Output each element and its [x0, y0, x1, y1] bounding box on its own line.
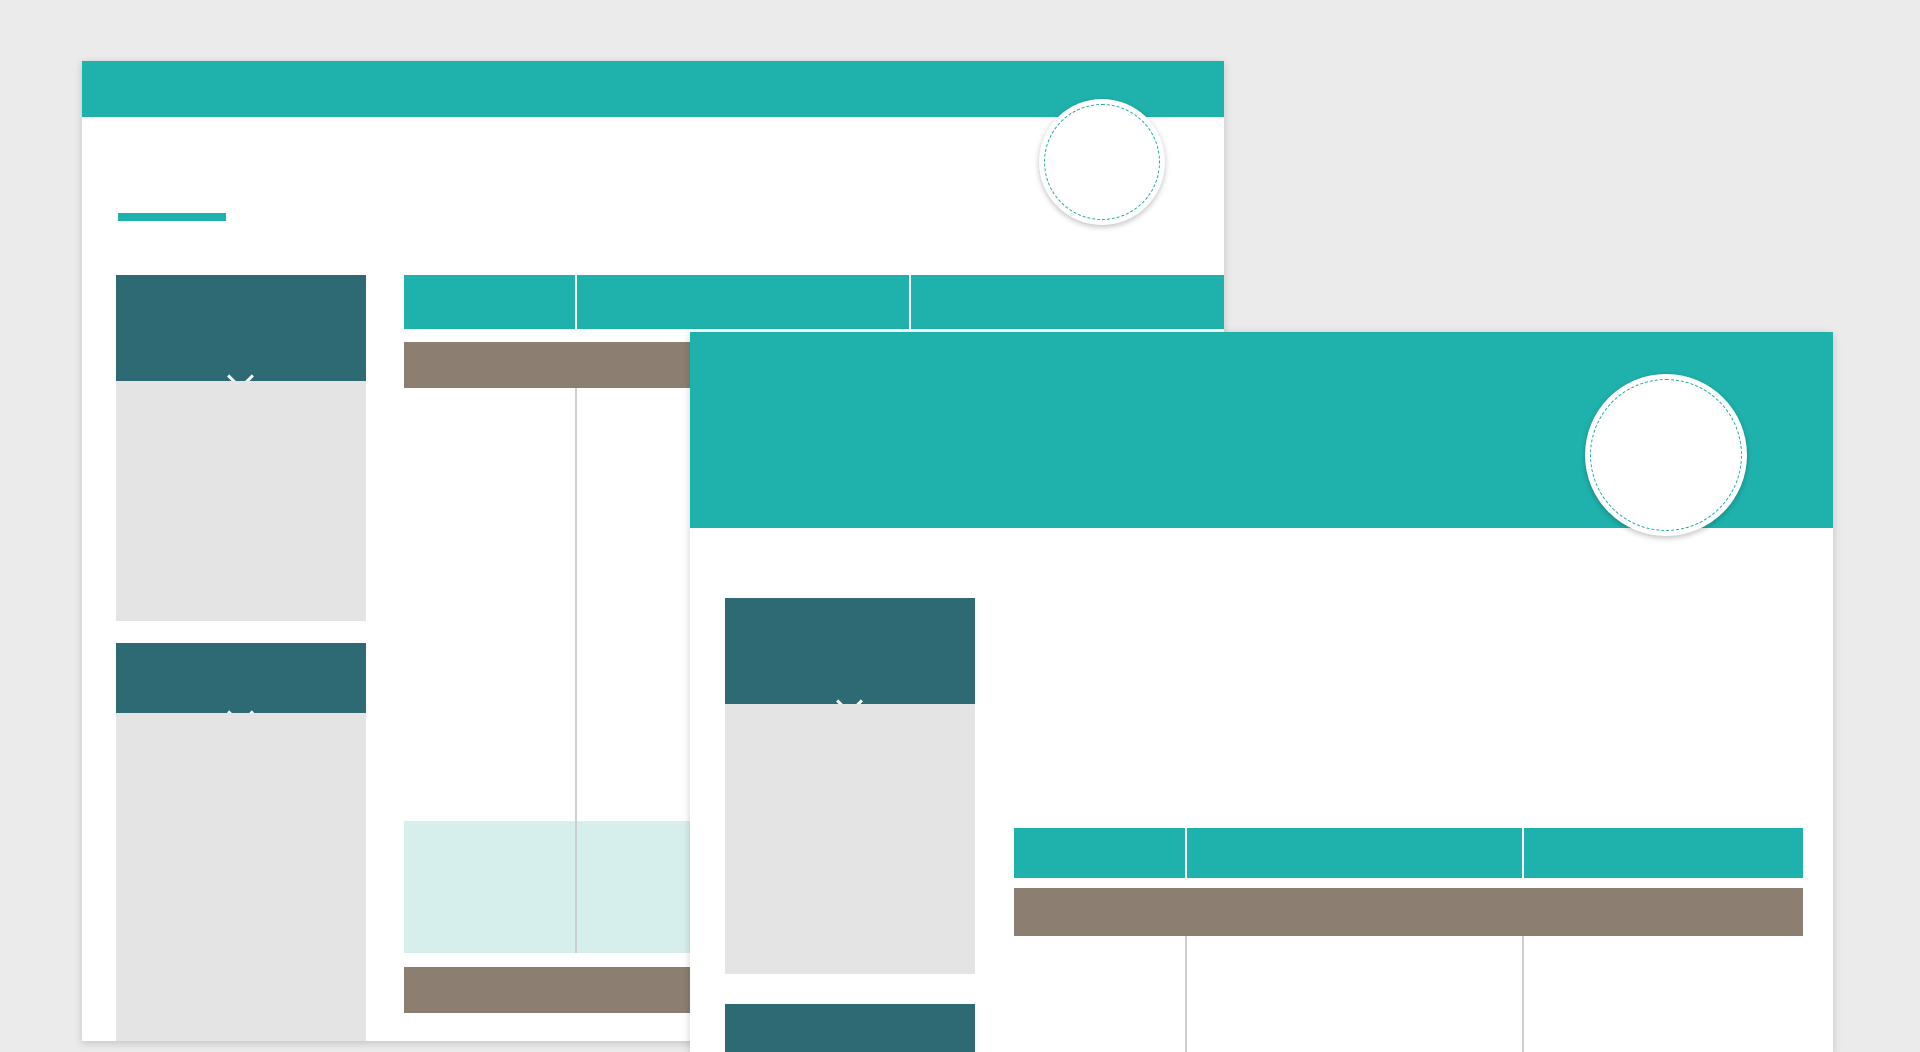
- column-divider: [1522, 936, 1524, 1052]
- column-divider: [1185, 936, 1187, 1052]
- table-header-examens: [1187, 828, 1522, 878]
- oscar-seal-logo: [1039, 99, 1165, 225]
- seal-ring: [1044, 104, 1160, 220]
- title-underline: [118, 213, 226, 221]
- complications-body: [116, 381, 366, 621]
- oscar-seal-logo: [1585, 374, 1747, 536]
- front-page: [690, 332, 1833, 1052]
- edition-bar: [82, 61, 1224, 117]
- table-header-consultations: [1014, 828, 1185, 878]
- column-divider: [575, 388, 577, 953]
- table-header-consultations: [404, 275, 575, 329]
- table-header-prise-en-charge: [1524, 828, 1803, 878]
- seal-ring: [1590, 379, 1742, 531]
- next-panel-header: [725, 1004, 975, 1052]
- incontournables-body: [725, 704, 975, 974]
- section-header: [1014, 888, 1803, 936]
- recommandations-body: [116, 713, 366, 1041]
- table-header-examens: [577, 275, 909, 329]
- table-row-selon-besoin: [404, 821, 575, 953]
- table-header-prise-en-charge: [911, 275, 1224, 329]
